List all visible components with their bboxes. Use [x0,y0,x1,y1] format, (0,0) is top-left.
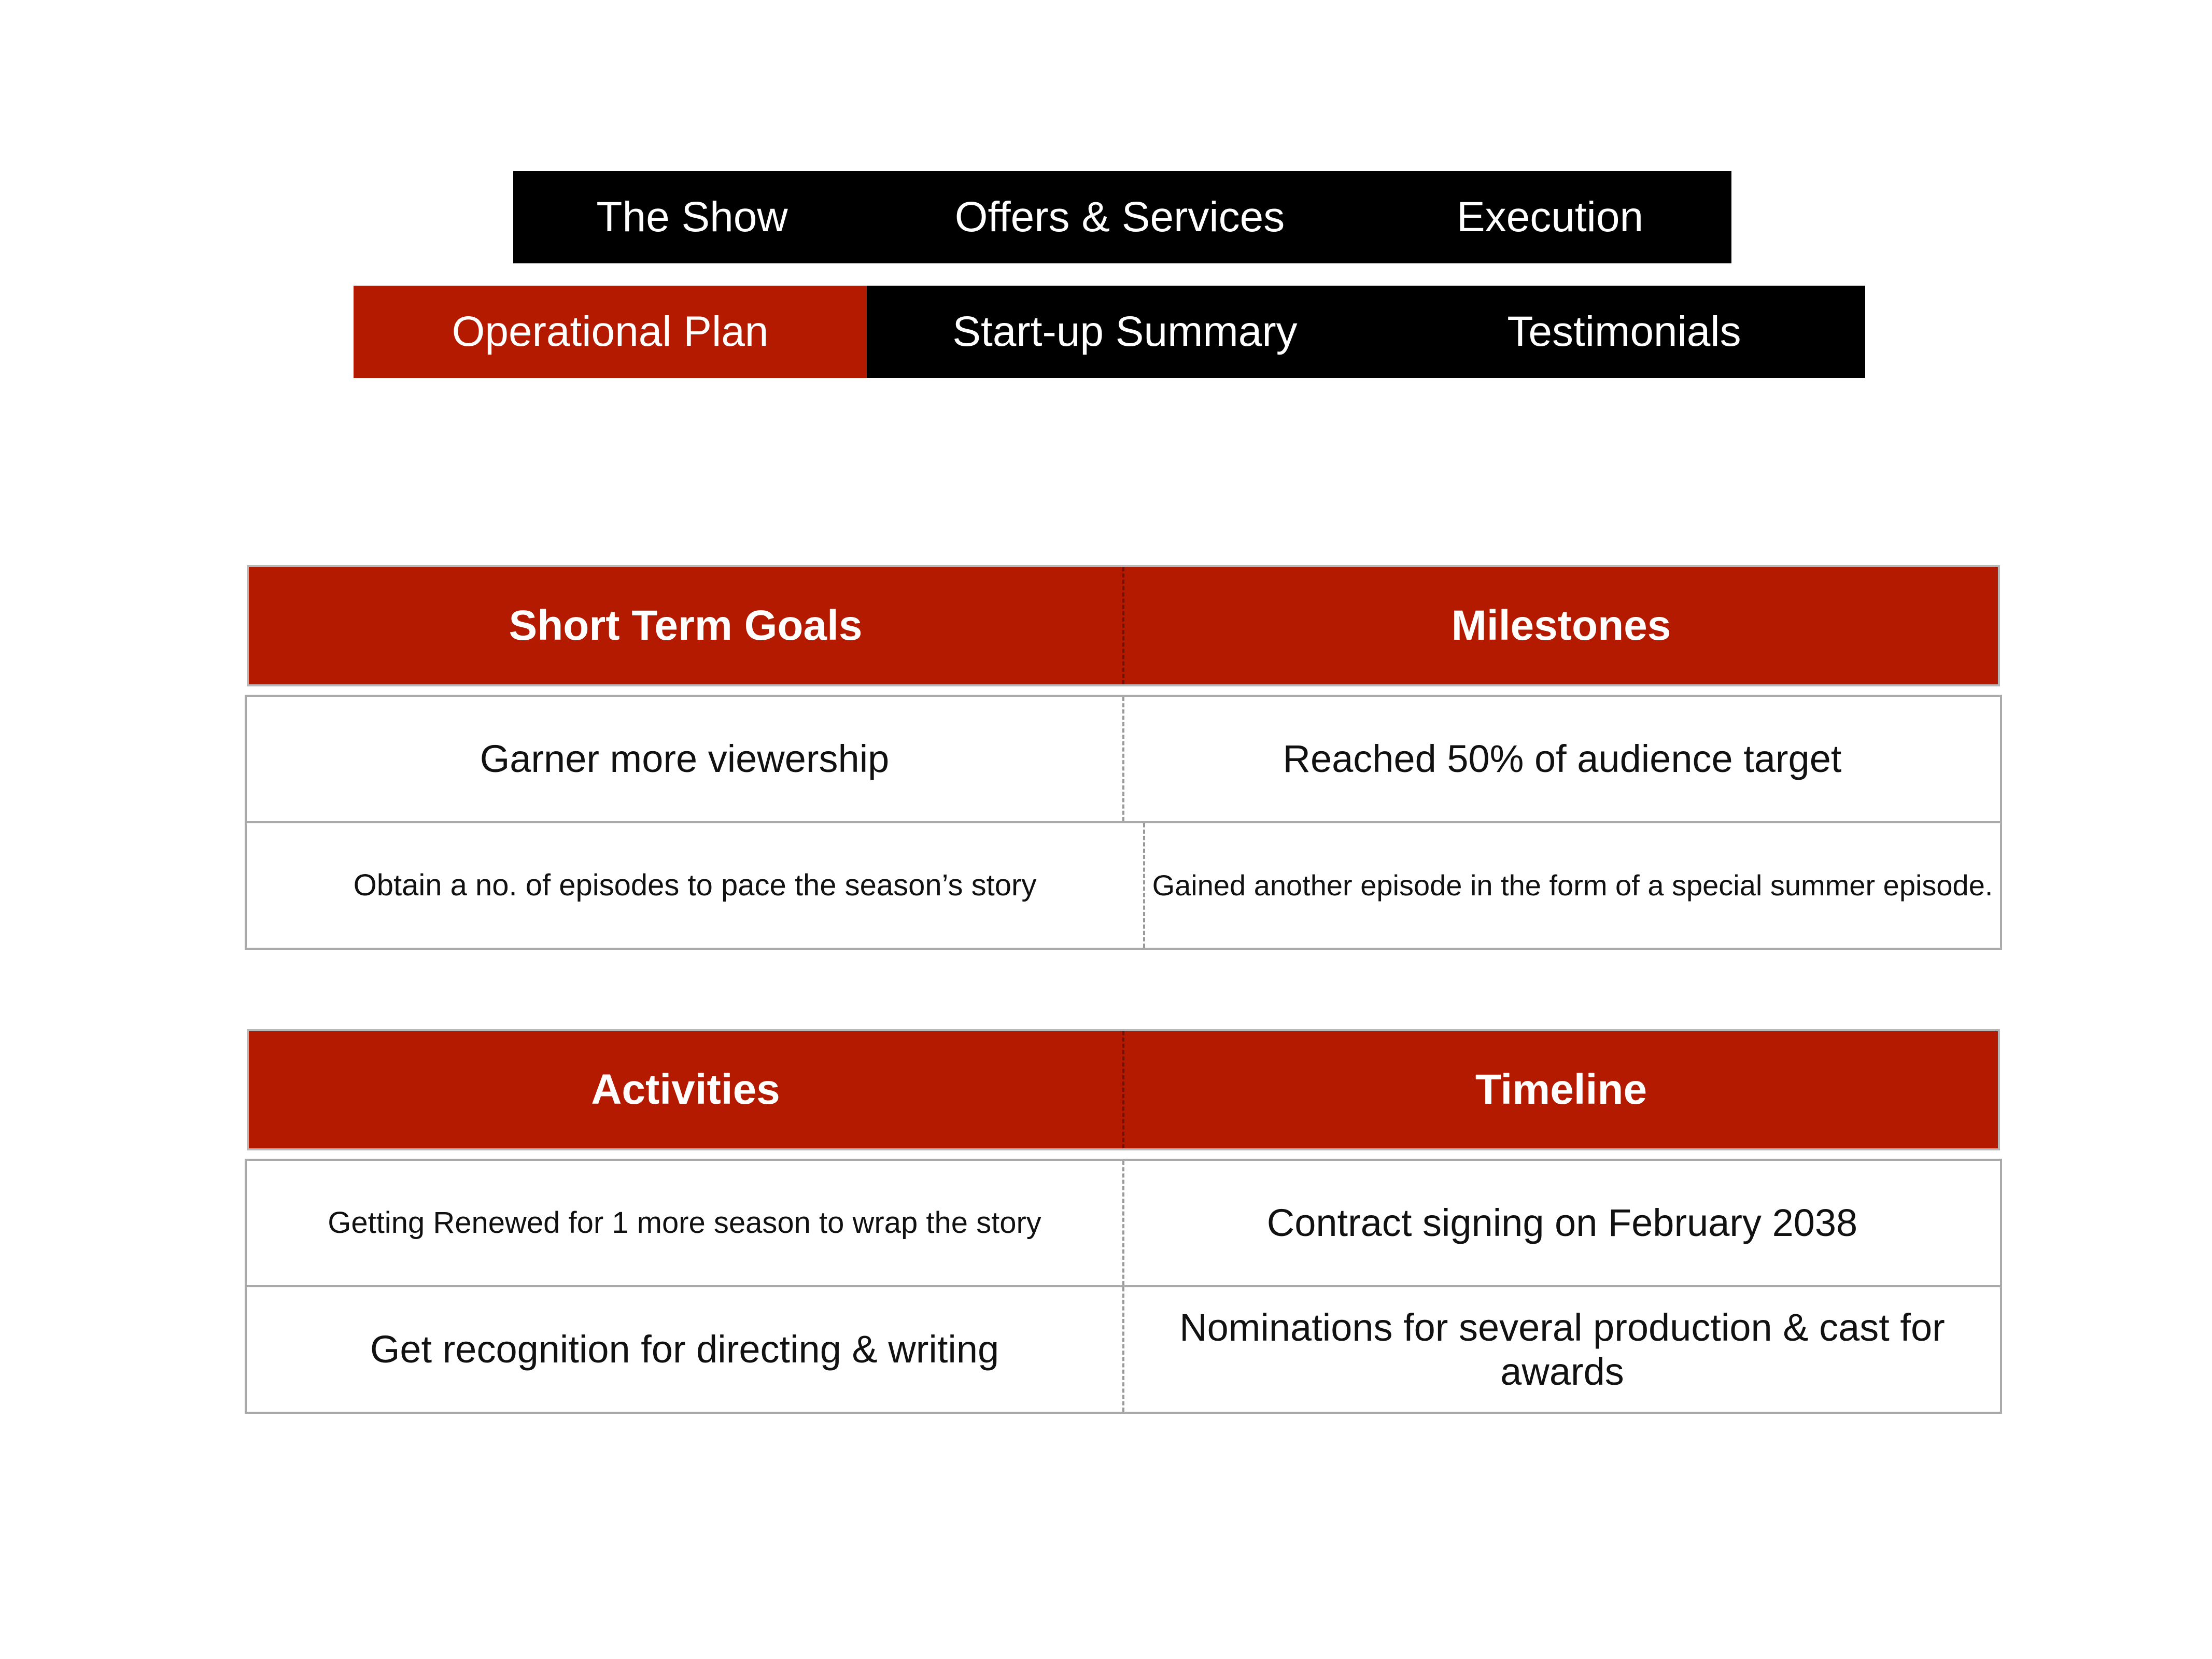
table-row [247,1285,2000,1412]
header-short-term-goals: Short Term Goals [509,602,863,649]
table-row [247,821,2000,948]
nav-row-bottom [354,286,1865,378]
tab-the-show[interactable]: The Show [596,193,788,241]
tab-operational-plan[interactable]: Operational Plan [354,286,867,378]
table-cell: Garner more viewership [480,737,890,781]
table-cell: Nominations for several production & cast for awards [1122,1287,2000,1412]
goals-milestones-table [245,565,2002,950]
table-cell: Obtain a no. of episodes to pace the season’s story [353,868,1037,902]
tab-execution[interactable]: Execution [1456,193,1644,241]
table-body [245,1159,2002,1414]
table-row [247,697,2000,821]
table-cell: Get recognition for directing & writing [370,1328,999,1371]
header-milestones: Milestones [1122,567,1998,684]
table-body [245,695,2002,950]
activities-timeline-table [245,1029,2002,1414]
tab-startup-summary[interactable]: Start-up Summary [952,308,1298,355]
table-cell: Getting Renewed for 1 more season to wrap the story [328,1205,1041,1240]
table-cell: Gained another episode in the form of a special summer episode. [1143,823,2000,948]
table-cell: Reached 50% of audience target [1122,697,2000,821]
header-timeline: Timeline [1122,1031,1998,1148]
table-cell: Contract signing on February 2038 [1122,1161,2000,1285]
tab-offers-services[interactable]: Offers & Services [954,193,1285,241]
table-header [247,1029,2000,1150]
nav-row-top [513,171,1731,263]
header-activities: Activities [591,1066,780,1113]
tab-testimonials[interactable]: Testimonials [1507,308,1741,355]
table-row [247,1161,2000,1285]
table-header [247,565,2000,686]
